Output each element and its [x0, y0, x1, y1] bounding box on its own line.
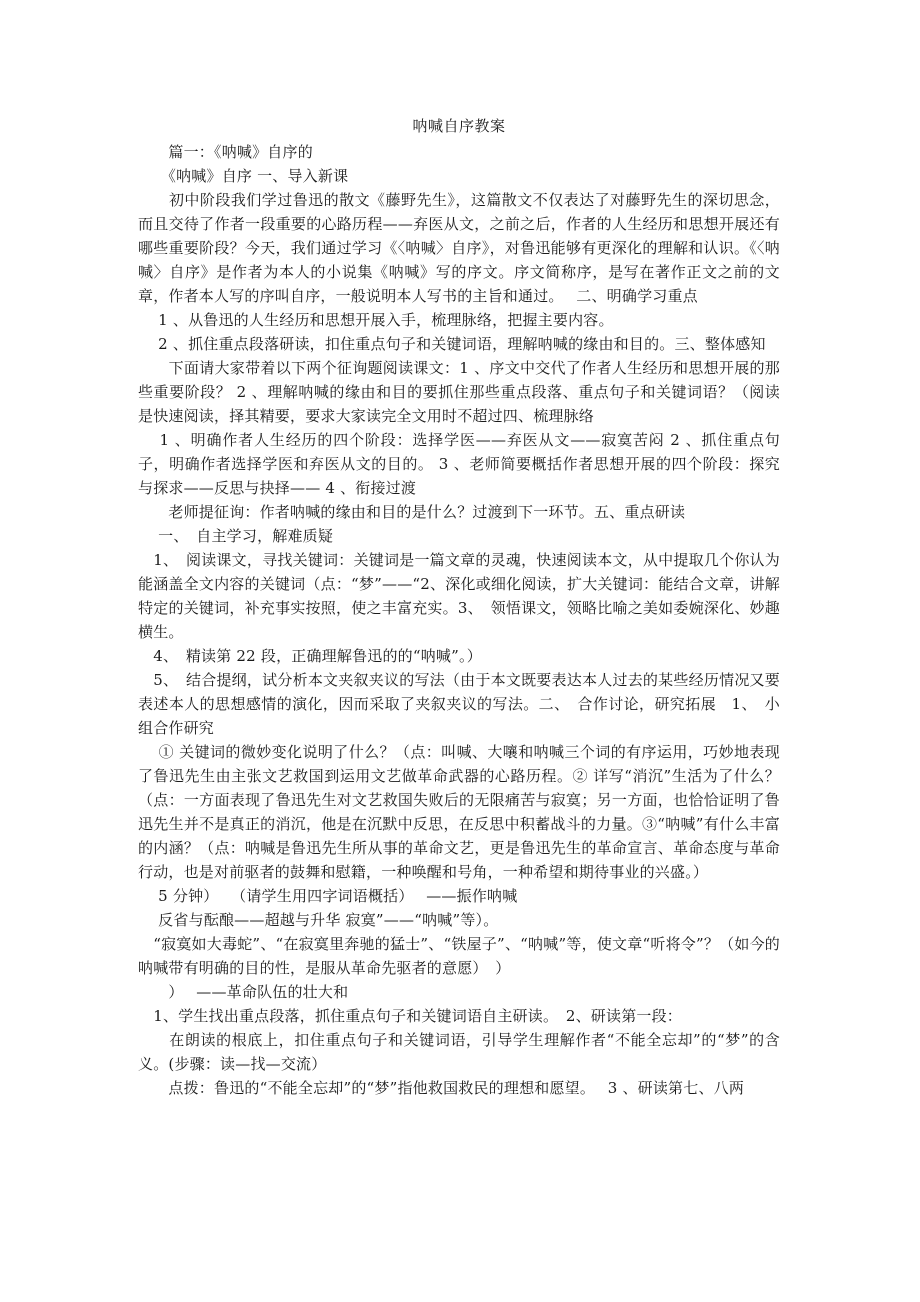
paragraph: ① 关键词的微妙变化说明了什么？（点：叫喊、大嚷和呐喊三个词的有序运用，巧妙地表现了鲁迅先生由主张文艺救国到运用文艺做革命武器的心路历程。② 详写“消沉”生活为了什么？（点：一方面表现了鲁迅先生对文艺救国失败后的无限痛苦与寂寞；另一方面，也恰恰证明了鲁迅先生并不是真正的消沉，他是在沉默中反思，在反思中积蓄战斗的力量。③“呐喊”有什么丰富的内涵？（点：呐喊是鲁迅先生所从事的革命文艺，更是鲁迅先生的革命宣言、革命态度与革命行动，也是对前驱者的鼓舞和慰籍，一种唤醒和号角，一种希望和期待事业的兴盛。） — [138, 743, 780, 881]
document-title: 呐喊自序教案 — [412, 117, 506, 135]
document-body — [138, 140, 780, 1100]
paragraph: 1 、明确作者人生经历的四个阶段：选择学医——弃医从文——寂寞苦闷 2 、抓住重点句子，明确作者选择学医和弃医从文的目的。 3 、老师简要概括作者思想开展的四个阶段：探究与探求——反思与抉择—— 4 、衔接过渡 — [138, 431, 780, 497]
paragraph: 1 、从鲁迅的人生经历和思想开展入手，梳理脉络，把握主要内容。 — [138, 311, 614, 329]
paragraph: 1、学生找出重点段落，抓住重点句子和关键词语自主研读。 2、研读第一段： — [138, 1007, 682, 1025]
paragraph: 一、 自主学习，解难质疑 — [138, 527, 334, 545]
paragraph: 1、 阅读课文，寻找关键词：关键词是一篇文章的灵魂，快速阅读本文，从中提取几个你认为能涵盖全文内容的关键词（点：“梦”——“2、深化或细化阅读，扩大关键词：能结合文章，讲解特定的关键词，补充事实按照，使之丰富充实。3、 领悟课文，领略比喻之美如委婉深化、妙趣横生。 — [138, 551, 780, 641]
paragraph: 《呐喊》自序 一、导入新课 — [138, 167, 349, 185]
paragraph: 点拨：鲁迅的“不能全忘却”的“梦”指他救国救民的理想和愿望。 3 、研读第七、八两 — [138, 1079, 745, 1097]
paragraph: 5、 结合提纲，试分析本文夹叙夹议的写法（由于本文既要表达本人过去的某些经历情况又要表述本人的思想感情的演化，因而采取了夹叙夹议的写法。二、 合作讨论，研究拓展 1、 小组合作研究 — [138, 671, 780, 737]
paragraph: “寂寞如大毒蛇”、“在寂寞里奔驰的猛士”、“铁屋子”、“呐喊”等，使文章“听将令”？（如今的呐喊带有明确的目的性，是服从革命先驱者的意愿） ） — [138, 935, 780, 977]
paragraph: 5 分钟） （请学生用四字词语概括） ——振作呐喊 — [138, 887, 518, 905]
paragraph: 初中阶段我们学过鲁迅的散文《藤野先生》，这篇散文不仅表达了对藤野先生的深切思念，而且交待了作者一段重要的心路历程——弃医从文，之前之后，作者的人生经历和思想开展还有哪些重要阶段？今天，我们通过学习《〈呐喊〉自序》，对鲁迅能够有更深化的理解和认识。《〈呐喊〉自序》是作者为本人的小说集《呐喊》写的序文。序文简称序，是写在著作正文之前的文章，作者本人写的序叫自序，一般说明本人写书的主旨和通过。 二、明确学习重点 — [138, 191, 780, 305]
paragraph: 下面请大家带着以下两个征询题阅读课文：1 、序文中交代了作者人生经历和思想开展的那些重要阶段？ 2 、理解呐喊的缘由和目的要抓住那些重点段落、重点句子和关键词语？（阅读是快速阅读，择其精要，要求大家读完全文用时不超过四、梳理脉络 — [138, 359, 780, 425]
paragraph: ） ——革命队伍的壮大和 — [138, 983, 349, 1001]
paragraph: 4、 精读第 22 段，正确理解鲁迅的的“呐喊”。） — [138, 647, 482, 665]
paragraph: 2 、抓住重点段落研读，扣住重点句子和关键词语，理解呐喊的缘由和目的。三、整体感知 — [138, 335, 766, 353]
paragraph: 老师提征询：作者呐喊的缘由和目的是什么？过渡到下一环节。五、重点研读 — [138, 503, 686, 521]
paragraph: 篇一：《呐喊》自序的 — [138, 143, 313, 161]
paragraph: 反省与酝酿——超越与升华 寂寞”——“呐喊”等）。 — [138, 911, 499, 929]
paragraph: 在朗读的根底上，扣住重点句子和关键词语，引导学生理解作者“不能全忘却”的“梦”的含义。(步骤：读—找—交流） — [138, 1031, 780, 1073]
